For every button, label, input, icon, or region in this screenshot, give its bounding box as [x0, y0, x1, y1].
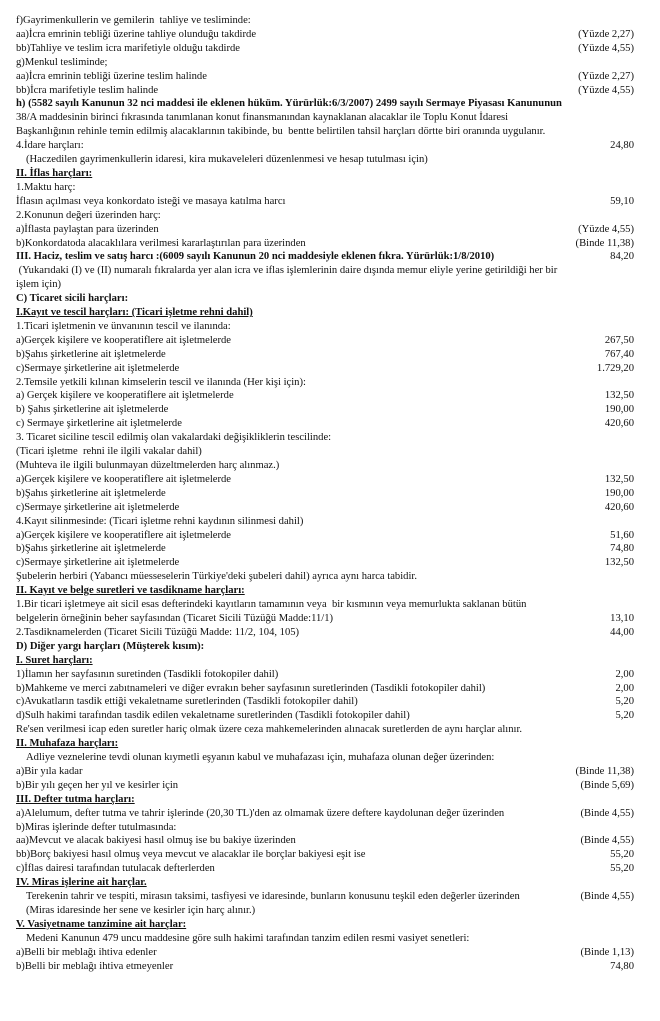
- document-line: [16, 556, 634, 569]
- line-text: aa)İcra emrinin tebliği üzerine teslim halinde: [16, 70, 207, 82]
- line-text: (Miras idaresinde her sene ve kesirler için harç alınır.): [26, 905, 256, 916]
- line-text: I. Suret harçları:: [16, 654, 93, 666]
- document-line: [16, 237, 634, 250]
- line-amount: 74,80: [610, 543, 634, 555]
- line-text: D) Diğer yargı harçları (Müşterek kısım):: [16, 640, 205, 652]
- document-line: [16, 389, 634, 402]
- line-text: Medeni Kanunun 479 uncu maddesine göre sulh hakimi tarafından tanzim edilen resmi vasiyet senetleri:: [26, 932, 470, 944]
- line-text: V. Vasiyetname tanzimine ait harçlar:: [16, 918, 187, 930]
- line-amount: 190,00: [604, 487, 634, 499]
- document-line: [16, 209, 634, 222]
- line-text: İflasın açılması veya konkordato isteği ve masaya katılma harcı: [16, 195, 286, 207]
- line-amount: 24,80: [610, 140, 634, 152]
- document-line: [16, 626, 634, 639]
- line-text: c)Sermaye şirketlerine ait işletmelerde: [16, 362, 180, 374]
- document-line: [16, 56, 634, 69]
- line-text: 1.Ticari işletmenin ve ünvanının tescil ve ilanında:: [16, 320, 231, 332]
- line-amount: 767,40: [604, 348, 634, 360]
- line-amount: 44,00: [610, 626, 634, 638]
- document-line: [16, 737, 634, 750]
- line-amount: 132,50: [604, 390, 634, 402]
- document-line: [16, 70, 634, 83]
- line-text: aa)Mevcut ve alacak bakiyesi hasıl olmuş ise bu bakiye üzerinden: [16, 835, 296, 847]
- line-text: c)Sermaye şirketlerine ait işletmelerde: [16, 557, 180, 569]
- document-line: [16, 932, 634, 945]
- line-amount: (Binde 4,55): [580, 891, 634, 903]
- document-line: [16, 640, 634, 653]
- document-line: [16, 376, 634, 389]
- line-text: a) Gerçek kişilere ve kooperatiflere ait işletmelerde: [16, 390, 234, 402]
- line-text: Başkanlığının rehinle temin edilmiş alacaklarının takibinde, bu bentte belirtilen tahsil harçları dörtte biri oranında uygulanır.: [16, 126, 546, 138]
- document-line: [16, 584, 634, 597]
- document-line: [16, 278, 634, 291]
- line-text: C) Ticaret sicili harçları:: [16, 293, 129, 305]
- line-amount: (Binde 4,55): [580, 807, 634, 819]
- document-line: [16, 334, 634, 347]
- document-line: [16, 501, 634, 514]
- line-text: b)Konkordatoda alacaklılara verilmesi kararlaştırılan para üzerinden: [16, 237, 306, 249]
- document-line: [16, 862, 634, 875]
- document-line: [16, 793, 634, 806]
- line-amount: 420,60: [604, 418, 634, 430]
- line-text: a)İflasta paylaştan para üzerinden: [16, 223, 159, 235]
- document-line: [16, 417, 634, 430]
- document-line: [16, 695, 634, 708]
- document-line: [16, 654, 634, 667]
- line-amount: 2,00: [615, 668, 634, 680]
- document-line: [16, 612, 634, 625]
- line-amount: 1.729,20: [596, 362, 634, 374]
- line-text: c)İflas dairesi tarafından tutulacak defterlerden: [16, 863, 215, 875]
- line-amount: 5,20: [615, 710, 634, 722]
- document-line: [16, 28, 634, 41]
- line-text: Re'sen verilmesi icap eden suretler hariç olmak üzere ceza mahkemelerinden alınacak suretlerden de aynı harçlar alınır.: [16, 724, 523, 736]
- line-amount: (Binde 5,69): [580, 779, 634, 791]
- line-text: a)Gerçek kişilere ve kooperatiflere ait işletmelerde: [16, 473, 231, 485]
- line-text: II. İflas harçları:: [16, 167, 93, 179]
- line-amount: (Yüzde 4,55): [578, 42, 634, 54]
- line-amount: 267,50: [604, 334, 634, 346]
- line-text: Terekenin tahrir ve tespiti, mirasın taksimi, tasfiyesi ve idaresinde, bunların konusunu teşkil eden değerler üzerinden: [26, 891, 520, 903]
- document-line: [16, 250, 634, 263]
- document-line: [16, 529, 634, 542]
- line-text: işlem için): [16, 279, 62, 291]
- document-line: [16, 682, 634, 695]
- line-text: (Yukarıdaki (I) ve (II) numaralı fıkralarda yer alan icra ve iflas işlemlerinin daire dışında memur eliyle yerine getirildiği her bir: [16, 265, 558, 277]
- line-amount: (Binde 4,55): [580, 835, 634, 847]
- line-amount: 13,10: [610, 612, 634, 624]
- document-line: [16, 834, 634, 847]
- line-text: 38/A maddesinin birinci fıkrasında tanımlanan konut finansmanından kaynaklanan alacaklar ile Toplu Konut İdaresi: [16, 112, 509, 124]
- line-text: b)Bir yılı geçen her yıl ve kesirler için: [16, 779, 179, 791]
- document-line: [16, 960, 634, 973]
- line-text: Adliye veznelerine tevdi olunan kıymetli eşyanın kabul ve muhafazası için, muhafaza olunan değer üzerinden:: [26, 752, 495, 764]
- line-text: Şubelerin herbiri (Yabancı müesseselerin Türkiye'deki şubeleri dahil) ayrıca aynı harca tabidir.: [16, 571, 418, 583]
- document-line: [16, 292, 634, 305]
- line-text: 2.Temsile yetkili kılınan kimselerin tescil ve ilanında (Her kişi için):: [16, 376, 306, 388]
- line-amount: 190,00: [604, 404, 634, 416]
- line-text: III. Haciz, teslim ve satış harcı :(6009 sayılı Kanunun 20 nci maddesiyle eklenen fıkra. Yürürlük:1/8/2010): [16, 251, 495, 263]
- line-text: b)Şahıs şirketlerine ait işletmelerde: [16, 543, 166, 555]
- document-line: [16, 125, 634, 138]
- line-text: bb)Tahliye ve teslim icra marifetiyle olduğu takdirde: [16, 42, 241, 54]
- line-amount: 5,20: [615, 696, 634, 708]
- document-line: [16, 264, 634, 277]
- document-line: [16, 84, 634, 97]
- document-line: [16, 668, 634, 681]
- document-line: [16, 723, 634, 736]
- document-line: [16, 42, 634, 55]
- line-amount: (Yüzde 2,27): [578, 70, 634, 82]
- line-text: h) (5582 sayılı Kanunun 32 nci maddesi ile eklenen hüküm. Yürürlük:6/3/2007) 2499 sayılı Sermaye Piyasası Kanununun: [16, 98, 562, 110]
- line-text: c)Sermaye şirketlerine ait işletmelerde: [16, 501, 180, 513]
- document-line: [16, 153, 634, 166]
- document-line: [16, 223, 634, 236]
- line-amount: (Binde 11,38): [575, 237, 634, 249]
- document-line: [16, 946, 634, 959]
- line-text: b)Şahıs şirketlerine ait işletmelerde: [16, 487, 166, 499]
- fee-schedule-document: [16, 14, 634, 974]
- line-text: 4.Kayıt silinmesinde: (Ticari işletme rehni kaydının silinmesi dahil): [16, 515, 304, 527]
- line-amount: 74,80: [610, 960, 634, 972]
- line-text: II. Kayıt ve belge suretleri ve tasdikname harçları:: [16, 585, 245, 597]
- line-amount: (Binde 11,38): [575, 765, 634, 777]
- line-amount: 2,00: [615, 682, 634, 694]
- line-amount: (Yüzde 2,27): [578, 28, 634, 40]
- line-text: bb)Borç bakiyesi hasıl olmuş veya mevcut ve alacaklar ile borçlar bakiyesi eşit ise: [16, 849, 366, 861]
- line-amount: (Yüzde 4,55): [578, 223, 634, 235]
- document-line: [16, 473, 634, 486]
- line-text: aa)İcra emrinin tebliği üzerine tahliye olunduğu takdirde: [16, 28, 257, 40]
- line-amount: 51,60: [610, 529, 634, 541]
- line-text: a)Belli bir meblağı ihtiva edenler: [16, 946, 157, 958]
- document-line: [16, 515, 634, 528]
- line-text: b)Belli bir meblağı ihtiva etmeyenler: [16, 960, 174, 972]
- line-text: a)Alelumum, defter tutma ve tahrir işlerinde (20,30 TL)'den az olmamak üzere deftere kaydolunan değer üzerinden: [16, 807, 505, 819]
- document-line: [16, 848, 634, 861]
- line-text: belgelerin örneğinin beher sayfasından (Ticaret Sicili Tüzüğü Madde:11/1): [16, 612, 334, 624]
- document-line: [16, 111, 634, 124]
- document-line: [16, 765, 634, 778]
- document-line: [16, 890, 634, 903]
- document-line: [16, 97, 634, 110]
- document-line: [16, 362, 634, 375]
- line-text: b)Mahkeme ve merci zabıtnameleri ve diğer evrakın beher sayfasının suretlerinden (Tasdikli fotokopiler dahil): [16, 682, 486, 694]
- document-line: [16, 431, 634, 444]
- line-amount: 55,20: [610, 863, 634, 875]
- document-line: [16, 445, 634, 458]
- line-text: b)Miras işlerinde defter tutulmasında:: [16, 821, 177, 833]
- line-text: b)Şahıs şirketlerine ait işletmelerde: [16, 348, 166, 360]
- line-text: 2.Konunun değeri üzerinden harç:: [16, 209, 161, 221]
- document-line: [16, 570, 634, 583]
- document-line: [16, 181, 634, 194]
- line-text: c) Sermaye şirketlerine ait işletmelerde: [16, 418, 182, 430]
- line-text: 1.Maktu harç:: [16, 181, 76, 193]
- line-text: 1)İlamın her sayfasının suretinden (Tasdikli fotokopiler dahil): [16, 668, 279, 680]
- document-line: [16, 167, 634, 180]
- document-line: [16, 320, 634, 333]
- document-line: [16, 195, 634, 208]
- line-amount: (Binde 1,13): [580, 946, 634, 958]
- line-amount: 132,50: [604, 473, 634, 485]
- document-line: [16, 542, 634, 555]
- document-line: [16, 807, 634, 820]
- document-line: [16, 14, 634, 27]
- line-amount: 59,10: [610, 195, 634, 207]
- line-amount: 84,20: [610, 251, 634, 263]
- document-line: [16, 709, 634, 722]
- document-line: [16, 139, 634, 152]
- document-line: [16, 306, 634, 319]
- document-line: [16, 821, 634, 834]
- document-line: [16, 779, 634, 792]
- line-text: g)Menkul tesliminde;: [16, 56, 108, 68]
- line-text: II. Muhafaza harçları:: [16, 738, 119, 750]
- document-line: [16, 918, 634, 931]
- document-line: [16, 487, 634, 500]
- line-amount: 55,20: [610, 849, 634, 861]
- line-text: (Ticari işletme rehni ile ilgili vakalar dahil): [16, 446, 202, 458]
- line-text: a)Bir yıla kadar: [16, 765, 83, 777]
- document-line: [16, 348, 634, 361]
- line-text: b) Şahıs şirketlerine ait işletmelerde: [16, 404, 169, 416]
- line-text: (Muhteva ile ilgili bulunmayan düzeltmelerden harç alınmaz.): [16, 460, 280, 471]
- document-line: [16, 751, 634, 764]
- line-amount: 420,60: [604, 501, 634, 513]
- line-text: 2.Tasdiknamelerden (Ticaret Sicili Tüzüğü Madde: 11/2, 104, 105): [16, 626, 300, 638]
- document-line: [16, 598, 634, 611]
- line-text: f)Gayrimenkullerin ve gemilerin tahliye ve tesliminde:: [16, 15, 251, 26]
- line-text: 1.Bir ticari işletmeye ait sicil esas defterindeki kayıtların tamamının veya bir kısmının veya memurlukta saklanan bütün: [16, 599, 527, 611]
- line-text: a)Gerçek kişilere ve kooperatiflere ait işletmelerde: [16, 529, 231, 541]
- line-text: bb)İcra marifetiyle teslim halinde: [16, 84, 159, 96]
- line-text: III. Defter tutma harçları:: [16, 793, 135, 805]
- line-text: c)Avukatların tasdik ettiği vekaletname suretlerinden (Tasdikli fotokopiler dahil): [16, 696, 358, 708]
- line-text: IV. Miras işlerine ait harçlar.: [16, 877, 147, 889]
- document-line: [16, 403, 634, 416]
- line-text: (Haczedilen gayrimenkullerin idaresi, kira mukaveleleri düzenlenmesi ve hesap tutulması için): [26, 154, 428, 166]
- line-text: 3. Ticaret siciline tescil edilmiş olan vakalardaki değişikliklerin tescilinde:: [16, 432, 332, 444]
- line-text: I.Kayıt ve tescil harçları: (Ticari işletme rehni dahil): [16, 307, 253, 319]
- document-line: [16, 876, 634, 889]
- document-line: [16, 904, 634, 917]
- line-amount: (Yüzde 4,55): [578, 84, 634, 96]
- line-text: 4.İdare harçları:: [16, 140, 84, 152]
- document-line: [16, 459, 634, 472]
- line-text: d)Sulh hakimi tarafından tasdik edilen vekaletname suretlerinden (Tasdikli fotokopiler dahil): [16, 710, 410, 722]
- line-amount: 132,50: [604, 557, 634, 569]
- line-text: a)Gerçek kişilere ve kooperatiflere ait işletmelerde: [16, 334, 231, 346]
